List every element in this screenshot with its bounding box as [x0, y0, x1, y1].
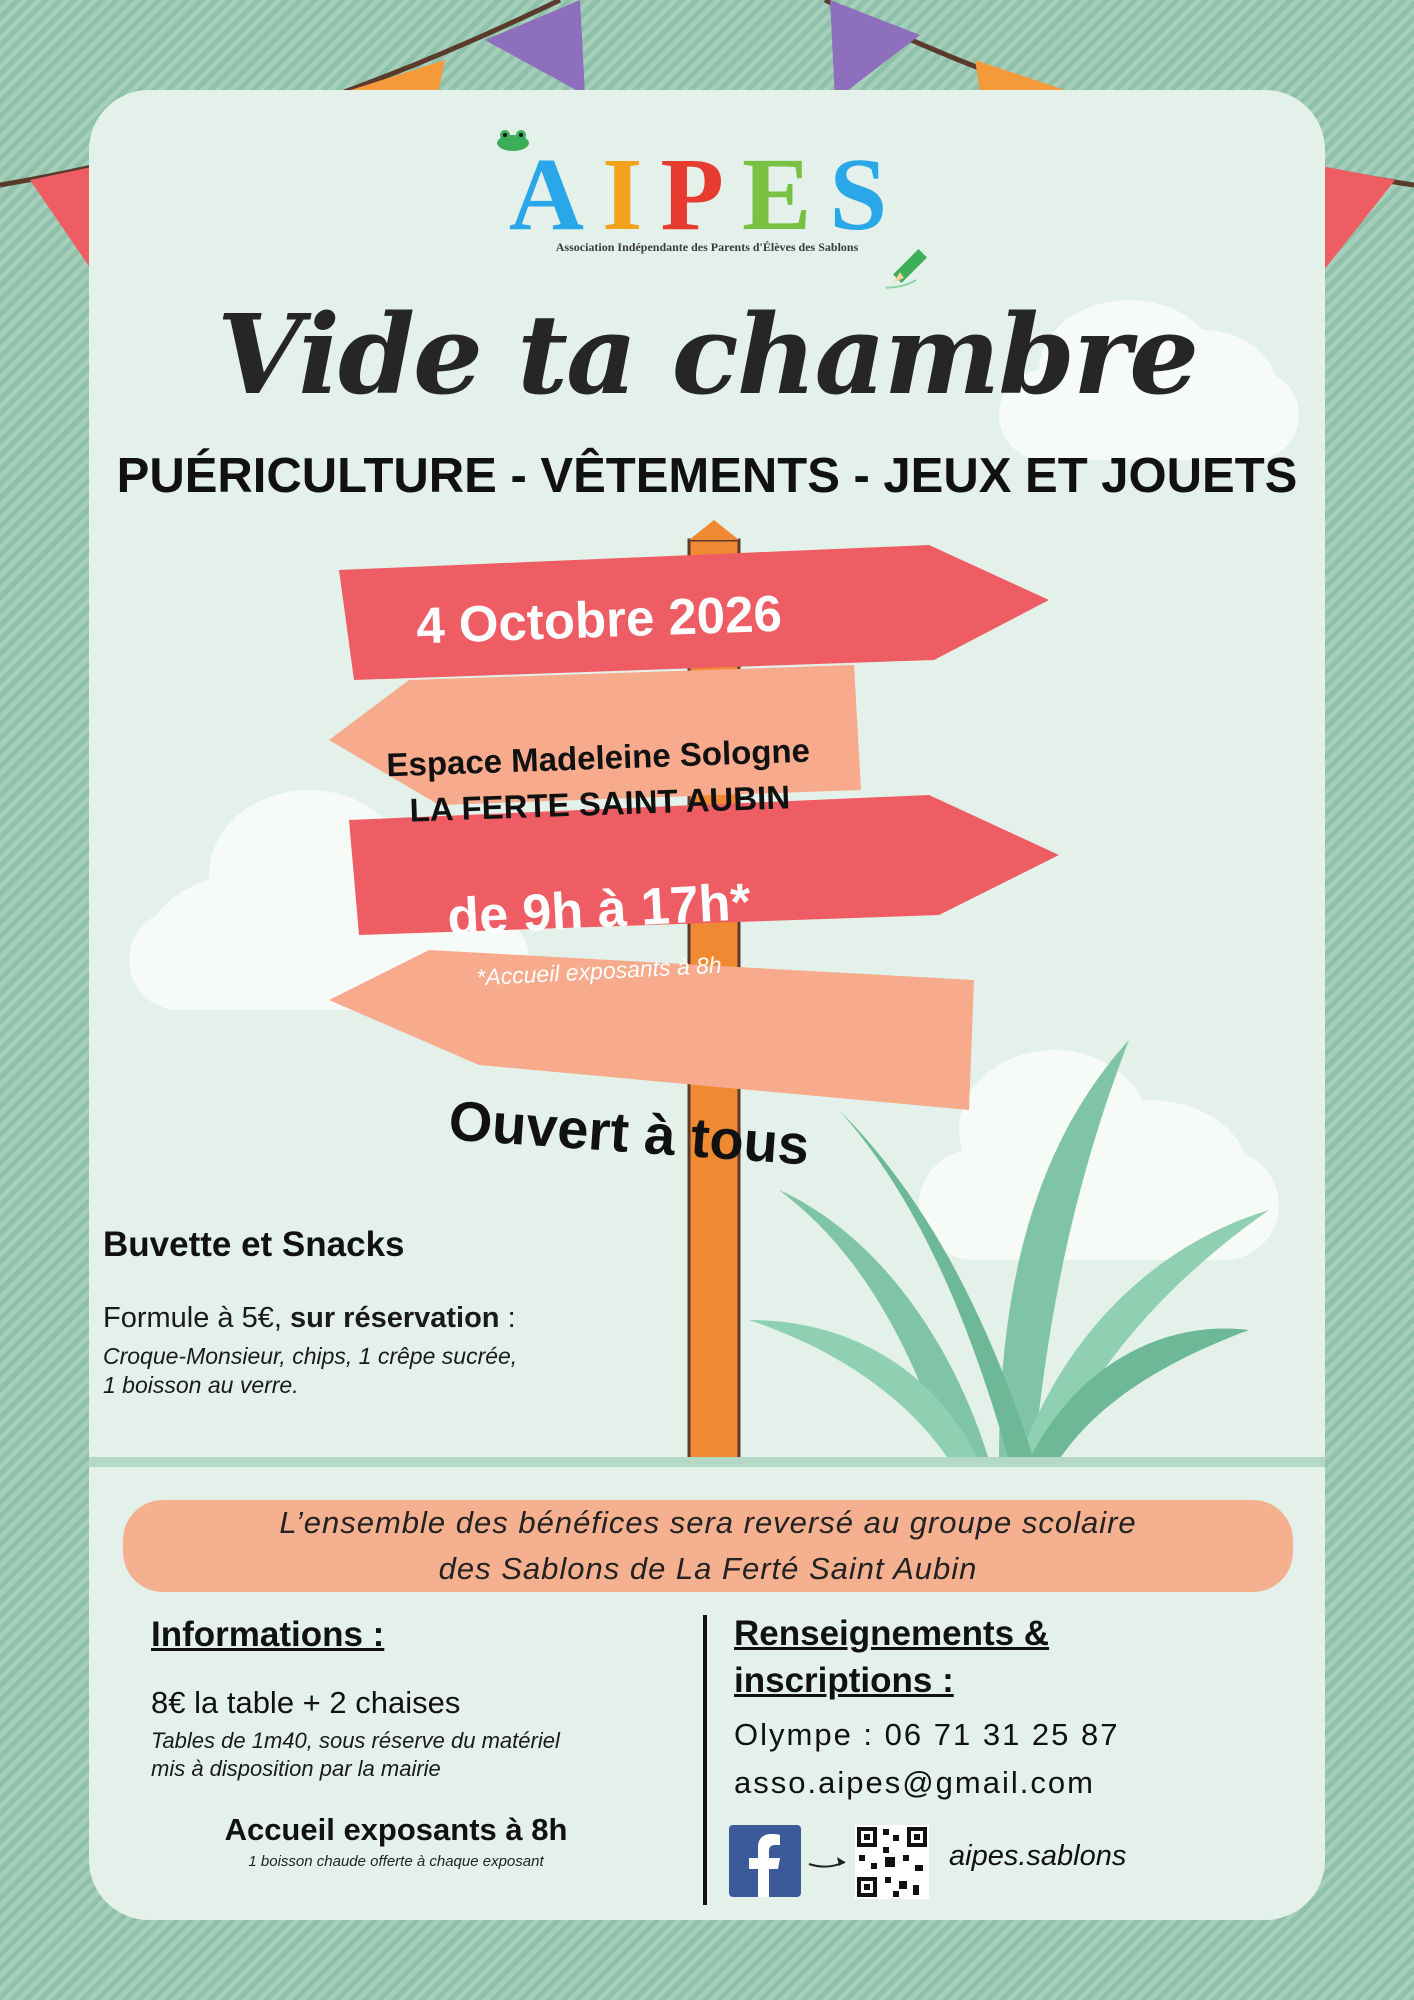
table-note: Tables de 1m40, sous réserve du matériel mis à disposition par la mairie — [151, 1728, 560, 1781]
sign-location-text — [358, 727, 841, 836]
pencil-icon — [886, 230, 946, 290]
table-price: 8€ la table + 2 chaises — [151, 1685, 461, 1720]
logo-subtitle: Association Indépendante des Parents d'Élèves des Sablons — [555, 240, 859, 254]
buvette-title: Buvette et Snacks — [103, 1225, 405, 1264]
logo-letter: I — [601, 137, 661, 252]
logo-letter: S — [829, 137, 906, 252]
page-title: Vide ta chambre — [216, 290, 1198, 419]
sign-hours-text: de 9h à 17h* — [445, 873, 753, 947]
sign-location-line2: LA FERTE SAINT AUBIN — [408, 778, 791, 829]
sign-date-text: 4 Octobre 2026 — [415, 584, 783, 655]
renseignements-title: Renseignements & inscriptions : — [734, 1614, 1050, 1700]
sign-open-text: Ouvert à tous — [446, 1088, 812, 1177]
logo — [89, 135, 1325, 254]
logo-letter: P — [660, 137, 742, 252]
proceeds-banner: L’ensemble des bénéfices sera reversé au groupe scolaire des Sablons de La Ferté Saint Aubin — [123, 1500, 1293, 1592]
column-divider — [703, 1615, 707, 1905]
sign-hours-note: *Accueil exposants à 8h — [475, 951, 723, 991]
contact-email[interactable]: asso.aipes@gmail.com — [734, 1765, 1095, 1800]
flag — [830, 0, 920, 100]
logo-letter: A — [508, 137, 602, 252]
page-subtitle: PUÉRICULTURE - VÊTEMENTS - JEUX ET JOUETS — [116, 449, 1298, 503]
arrow-icon — [807, 1850, 851, 1874]
social-handle[interactable]: aipes.sablons — [949, 1840, 1127, 1872]
qr-code-icon[interactable] — [855, 1825, 929, 1899]
buvette-detail: Croque-Monsieur, chips, 1 crêpe sucrée, 1 boisson au verre. — [103, 1343, 518, 1398]
buvette-formula: Formule à 5€, sur réservation : — [103, 1302, 516, 1334]
poster-panel — [89, 90, 1325, 1920]
buvette-reservation: sur réservation — [289, 1302, 500, 1334]
sign-location-line1: Espace Madeleine Sologne — [385, 731, 811, 784]
facebook-icon[interactable] — [729, 1825, 801, 1897]
logo-letter: E — [741, 137, 830, 252]
accueil-note: 1 boisson chaude offerte à chaque exposant — [248, 1853, 544, 1870]
accueil-title: Accueil exposants à 8h — [224, 1812, 568, 1847]
contact-phone[interactable]: Olympe : 06 71 31 25 87 — [734, 1717, 1120, 1752]
grass-divider — [89, 1457, 1325, 1467]
informations-title: Informations : — [151, 1615, 385, 1654]
buvette-price: Formule à 5€, — [103, 1302, 282, 1334]
